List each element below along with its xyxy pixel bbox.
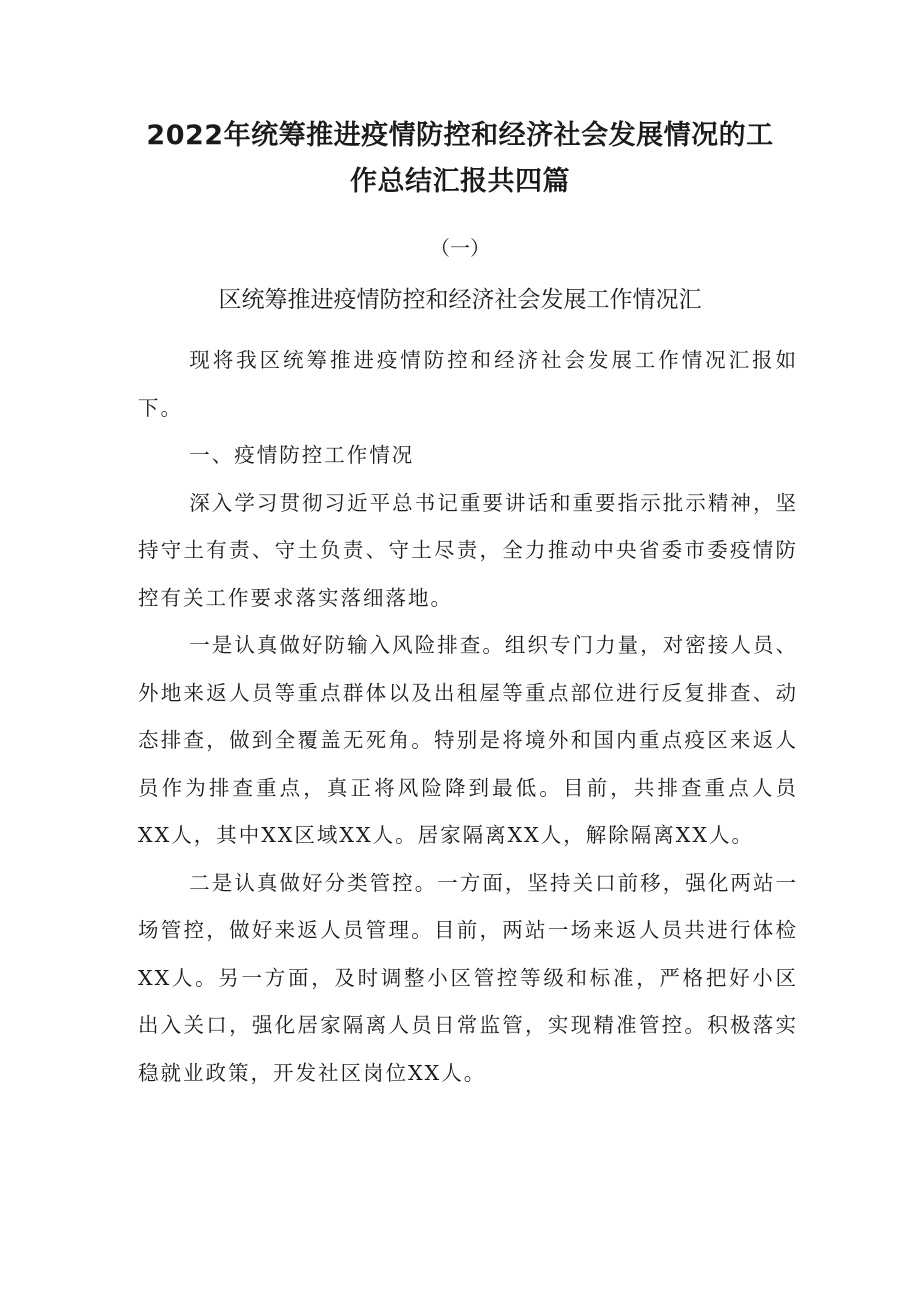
- title-line-2: 作总结汇报共四篇: [350, 166, 570, 197]
- paragraph-intro: 现将我区统筹推进疫情防控和经济社会发展工作情况汇报如下。: [138, 348, 798, 420]
- paragraph: 二是认真做好分类管控。一方面，坚持关口前移，强化两站一场管控，做好来返人员管理。目前，两站一场来返人员共进行体检XX人。另一方面，及时调整小区管控等级和标准，严格把好小区出入关口，强化居家隔离人员日常监管，实现精准管控。积极落实稳就业政策，开发社区岗位XX人。: [138, 870, 798, 1085]
- document-title: [110, 113, 810, 205]
- section-subtitle: 区统筹推进疫情防控和经济社会发展工作情况汇: [218, 287, 702, 313]
- document-body: [138, 337, 798, 1097]
- part-number: （一）: [430, 236, 490, 260]
- title-line-1: 2022年统筹推进疫情防控和经济社会发展情况的工: [146, 120, 774, 151]
- paragraph: 深入学习贯彻习近平总书记重要讲话和重要指示批示精神，坚持守土有责、守土负责、守土尽责，全力推动中央省委市委疫情防控有关工作要求落实落细落地。: [138, 490, 798, 610]
- section-heading: 一、疫情防控工作情况: [189, 443, 415, 467]
- paragraph: 一是认真做好防输入风险排查。组织专门力量，对密接人员、外地来返人员等重点群体以及出租屋等重点部位进行反复排查、动态排查，做到全覆盖无死角。特别是将境外和国内重点疫区来返人员作为排查重点，真正将风险降到最低。目前，共排查重点人员XX人，其中XX区域XX人。居家隔离XX人，解除隔离XX人。: [138, 633, 798, 847]
